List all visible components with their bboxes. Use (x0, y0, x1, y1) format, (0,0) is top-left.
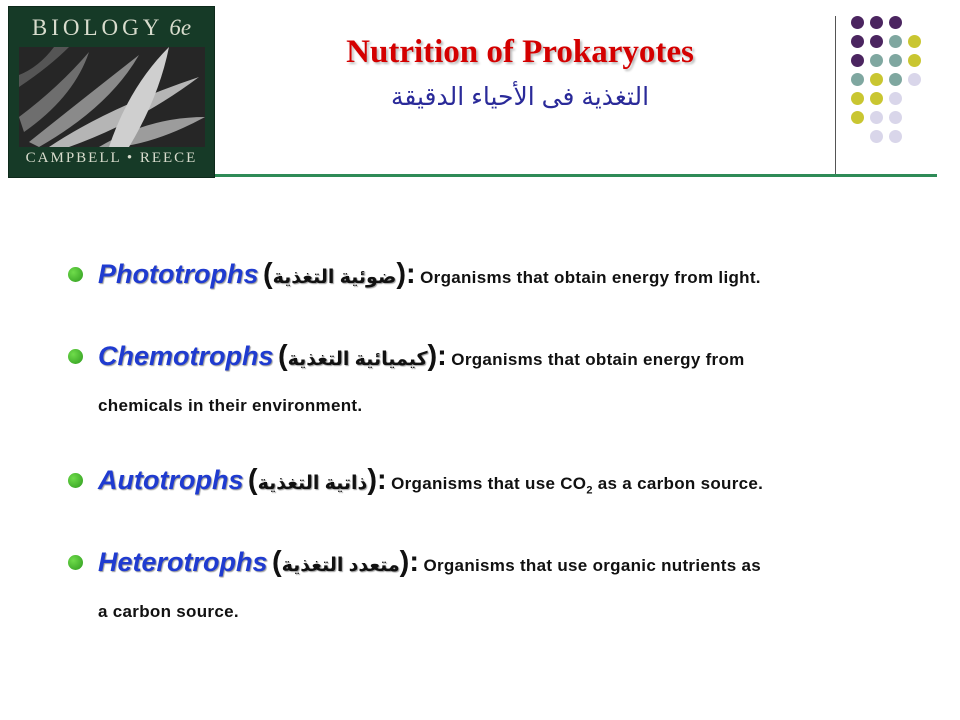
term-phototrophs: Phototrophs (98, 259, 259, 289)
definition-chemotrophs: Organisms that obtain energy from (451, 350, 745, 369)
decor-dot (851, 35, 864, 48)
header-divider-horizontal (215, 174, 937, 177)
slide-title-arabic: التغذية فى الأحياء الدقيقة (390, 83, 650, 111)
decor-dot (870, 111, 883, 124)
definition-phototrophs: Organisms that obtain energy from light. (420, 268, 761, 287)
decor-dot (851, 54, 864, 67)
decor-dot (851, 92, 864, 105)
decor-dot (889, 111, 902, 124)
bullet-icon (68, 349, 83, 364)
decor-dot (870, 35, 883, 48)
decor-dot (889, 73, 902, 86)
definition-autotrophs: Organisms that use $CO_2$ as a carbon source. (391, 474, 764, 497)
decor-dot (851, 111, 864, 124)
decor-dot (908, 35, 921, 48)
bullet-icon (68, 267, 83, 282)
decor-dot (889, 35, 902, 48)
decor-dot (851, 16, 864, 29)
arabic-heterotrophs: متعدد التغذية (281, 555, 400, 576)
slide-title: Nutrition of Prokaryotes (346, 34, 694, 70)
decor-dot (870, 130, 883, 143)
arabic-autotrophs: ذاتية التغذية (257, 473, 368, 494)
cover-plant-photo (19, 47, 205, 147)
decor-dot (889, 54, 902, 67)
arabic-phototrophs: ضوئية التغذية (272, 267, 397, 288)
decor-dot (889, 16, 902, 29)
cover-title (9, 15, 214, 41)
definition-chemotrophs-continued: chemicals in their environment. (98, 396, 363, 415)
arabic-chemotrophs: كيميائية التغذية (287, 349, 428, 370)
cover-title-text: BIOLOGY (31, 15, 164, 40)
cover-authors: CAMPBELL • REECE (25, 150, 198, 166)
decor-dot (889, 130, 902, 143)
plant-leaves-illustration (19, 47, 205, 147)
decor-dot (870, 73, 883, 86)
decor-dot (870, 16, 883, 29)
decor-dot (908, 73, 921, 86)
decor-dot (851, 73, 864, 86)
decor-dot (908, 54, 921, 67)
decor-dot (870, 92, 883, 105)
header-divider-vertical (835, 16, 836, 174)
bullet-icon (68, 473, 83, 488)
bullet-icon (68, 555, 83, 570)
definition-heterotrophs: Organisms that use organic nutrients as (423, 556, 762, 575)
cover-edition: 6e (169, 15, 192, 40)
term-chemotrophs: Chemotrophs (98, 341, 274, 371)
term-autotrophs: Autotrophs (98, 465, 244, 495)
decor-dot (889, 92, 902, 105)
decor-dot (870, 54, 883, 67)
definition-heterotrophs-continued: a carbon source. (98, 602, 239, 621)
book-cover-image (8, 6, 215, 178)
term-heterotrophs: Heterotrophs (98, 547, 268, 577)
